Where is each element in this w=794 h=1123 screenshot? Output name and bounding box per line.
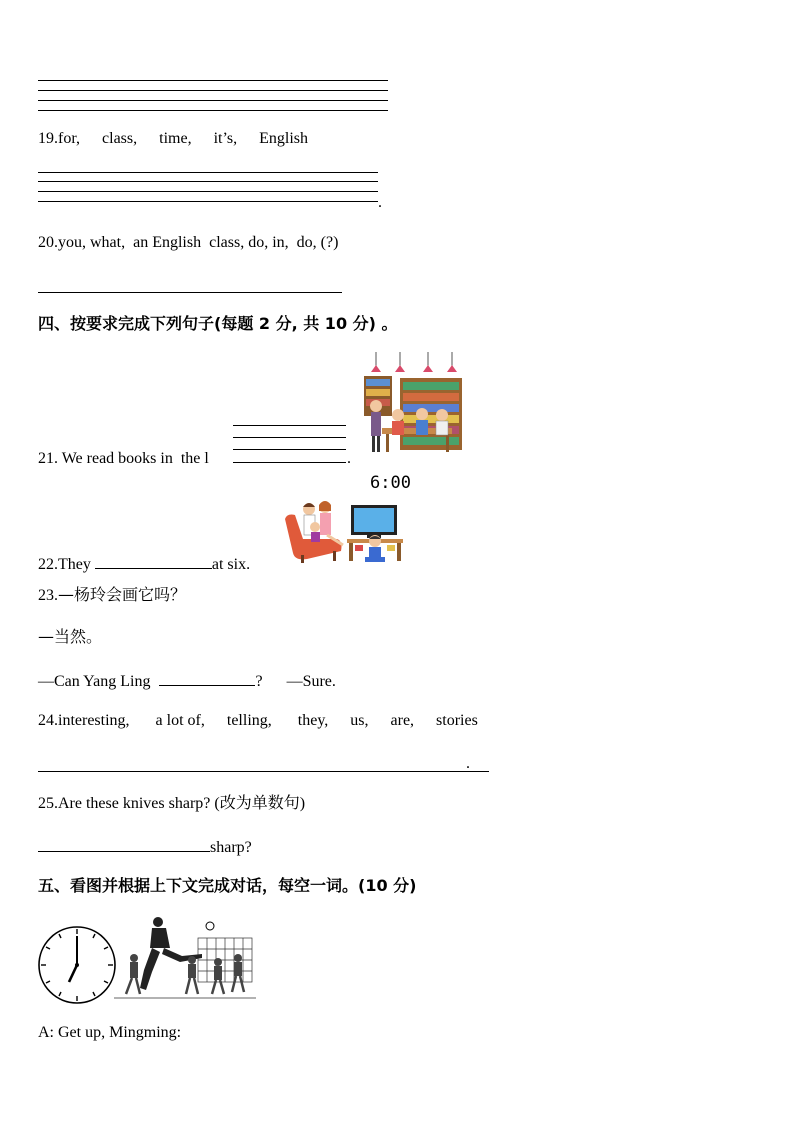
q21-answer-line xyxy=(233,449,346,450)
standing-girl xyxy=(370,400,382,452)
q25-answer-tail: sharp? xyxy=(210,839,252,856)
q22-after: at six. xyxy=(211,556,251,573)
q25-blank[interactable] xyxy=(38,838,210,852)
q19-answer-line xyxy=(38,172,378,173)
q25-number: 25. xyxy=(38,795,58,812)
q23-cn-answer: —当然。 xyxy=(38,627,103,646)
q22-number: 22. xyxy=(38,556,58,573)
q21-number: 21. xyxy=(38,450,58,467)
q23-en-mid: ? xyxy=(255,673,263,690)
q24-word: us, xyxy=(350,712,369,729)
q24-word: stories xyxy=(436,712,478,729)
q19-answer-line xyxy=(38,201,378,202)
q21-blank[interactable] xyxy=(233,462,346,463)
q21-answer-line xyxy=(233,425,346,426)
q24-word: telling, xyxy=(226,712,272,729)
q25-answer-line xyxy=(38,838,252,856)
q24-number: 24. xyxy=(38,712,58,729)
q24-answer-line[interactable] xyxy=(38,771,489,772)
q20-text: you, what, an English class, do, in, do, (?) xyxy=(58,234,339,251)
q22-prompt xyxy=(38,555,250,573)
section5-title: 五、看图并根据上下文完成对话，每空一词。(10 分) xyxy=(38,876,417,895)
q23-en-answer: —Sure. xyxy=(286,673,336,690)
q20-prompt xyxy=(38,235,338,251)
q23-number: 23. xyxy=(38,587,58,604)
parents xyxy=(303,501,343,545)
q21-prompt xyxy=(38,451,209,467)
television xyxy=(351,505,397,538)
children-reading xyxy=(392,408,448,435)
q19-word: time, xyxy=(159,130,192,147)
dialog-line-a: A: Get up, Mingming: xyxy=(38,1024,182,1041)
q24-word: interesting, xyxy=(58,712,130,729)
q22-clock-label: 6:00 xyxy=(370,473,411,493)
child-on-lap xyxy=(310,522,320,542)
library-picture xyxy=(360,352,466,456)
q19-word: English xyxy=(259,130,309,147)
q23-blank[interactable] xyxy=(159,672,255,686)
q24-word: they, xyxy=(297,712,329,729)
q20-answer-line xyxy=(38,292,342,293)
answer-line xyxy=(38,80,388,81)
q23-en-before: —Can Yang Ling xyxy=(38,673,155,690)
q19-period: . xyxy=(378,194,382,211)
q24-word: a lot of, xyxy=(155,712,205,729)
q25-prompt xyxy=(38,796,305,812)
q21-answer-line xyxy=(233,437,346,438)
ceiling-lamps xyxy=(371,352,457,372)
q19-prompt xyxy=(38,131,308,147)
section4-title: 四、按要求完成下列句子(每题 2 分, 共 10 分) 。 xyxy=(38,314,398,333)
q23-cn-question-text: —杨玲会画它吗？ xyxy=(58,585,187,604)
q25-text: Are these knives sharp? (改为单数句) xyxy=(58,795,306,812)
q21-period: . xyxy=(347,450,351,467)
q22-before: They xyxy=(58,556,95,573)
q23-cn-question xyxy=(38,587,186,604)
q19-answer-line xyxy=(38,181,378,182)
clock-picture xyxy=(37,924,117,1006)
football-picture xyxy=(114,914,256,1006)
tv-picture xyxy=(283,499,407,565)
ball xyxy=(206,922,214,930)
q19-word: it’s, xyxy=(213,130,238,147)
q23-en-line xyxy=(38,672,336,690)
q21-text: We read books in the l xyxy=(58,450,209,467)
q20-number: 20. xyxy=(38,234,58,251)
goal-net xyxy=(198,938,252,982)
q24-prompt xyxy=(38,713,478,729)
answer-line xyxy=(38,110,388,111)
q19-number: 19. xyxy=(38,130,58,147)
q22-blank[interactable] xyxy=(95,555,212,569)
kicking-player xyxy=(140,917,202,990)
q24-word: are, xyxy=(390,712,415,729)
q19-answer-line xyxy=(38,191,378,192)
q19-word: for, xyxy=(58,130,81,147)
answer-line xyxy=(38,90,388,91)
answer-line xyxy=(38,100,388,101)
bookshelf-right xyxy=(400,378,462,450)
q19-word: class, xyxy=(102,130,138,147)
q24-period: . xyxy=(466,755,470,772)
